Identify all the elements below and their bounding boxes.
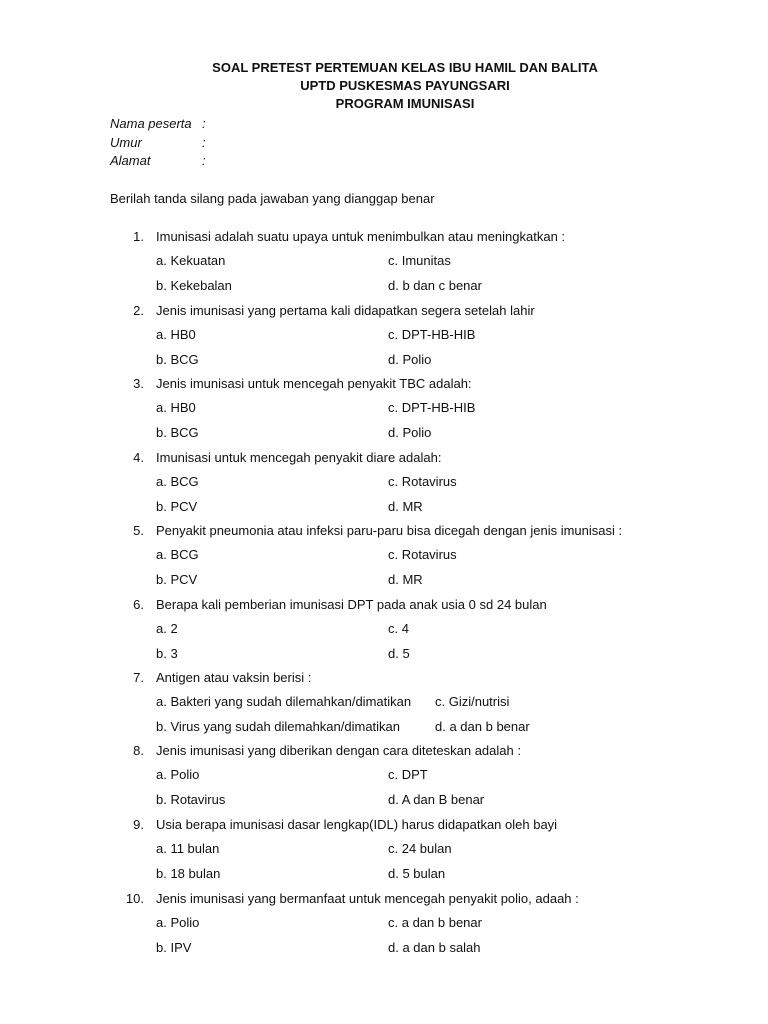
header-program: PROGRAM IMUNISASI (335, 96, 475, 111)
answer-option-b: b. 3 (156, 646, 178, 661)
answer-option-c: c. Imunitas (388, 253, 451, 268)
answer-option-a: a. Bakteri yang sudah dilemahkan/dimatikan (156, 694, 412, 709)
question-text: Usia berapa imunisasi dasar lengkap(IDL) harus didapatkan oleh bayi (156, 817, 558, 832)
question-number: 4. (133, 450, 144, 465)
question-number: 9. (133, 817, 144, 832)
answer-option-c: c. Gizi/nutrisi (435, 694, 510, 709)
field-colon: : (202, 116, 206, 131)
answer-option-d: d. a dan b benar (435, 719, 530, 734)
question-text: Imunisasi adalah suatu upaya untuk menimbulkan atau meningkatkan : (156, 229, 566, 244)
answer-option-d: d. a dan b salah (388, 940, 481, 955)
answer-option-b: b. BCG (156, 425, 199, 440)
answer-option-b: b. Virus yang sudah dilemahkan/dimatikan (156, 719, 401, 734)
answer-option-b: b. PCV (156, 499, 198, 514)
question-number: 5. (133, 523, 144, 538)
answer-option-a: a. Polio (156, 915, 200, 930)
question-text: Antigen atau vaksin berisi : (156, 670, 312, 685)
question-text: Jenis imunisasi untuk mencegah penyakit TBC adalah: (156, 376, 472, 391)
answer-option-d: d. Polio (388, 425, 432, 440)
question-text: Jenis imunisasi yang diberikan dengan cara diteteskan adalah : (156, 743, 521, 758)
answer-option-c: c. DPT (388, 767, 428, 782)
question-text: Imunisasi untuk mencegah penyakit diare adalah: (156, 450, 442, 465)
question-number: 10. (125, 891, 144, 906)
field-colon: : (202, 153, 206, 168)
answer-option-a: a. HB0 (156, 327, 196, 342)
answer-option-b: b. IPV (156, 940, 192, 955)
answer-option-a: a. BCG (156, 547, 199, 562)
answer-option-d: d. 5 (388, 646, 410, 661)
answer-option-a: a. Polio (156, 767, 200, 782)
answer-option-b: b. Rotavirus (156, 792, 226, 807)
question-text: Jenis imunisasi yang pertama kali didapatkan segera setelah lahir (156, 303, 535, 318)
answer-option-b: b. Kekebalan (156, 278, 232, 293)
answer-option-c: c. Rotavirus (388, 474, 457, 489)
answer-option-a: a. Kekuatan (156, 253, 226, 268)
answer-option-a: a. 11 bulan (156, 841, 220, 856)
answer-option-d: d. Polio (388, 352, 432, 367)
answer-option-b: b. 18 bulan (156, 866, 221, 881)
field-label: Nama peserta (110, 116, 192, 131)
field-nama-peserta (110, 115, 206, 133)
answer-option-c: c. DPT-HB-HIB (388, 327, 476, 342)
answer-option-c: c. Rotavirus (388, 547, 457, 562)
question-text: Berapa kali pemberian imunisasi DPT pada anak usia 0 sd 24 bulan (156, 597, 547, 612)
field-alamat (110, 152, 206, 170)
question-number: 6. (133, 597, 144, 612)
field-label: Alamat (110, 153, 151, 168)
answer-option-a: a. HB0 (156, 400, 196, 415)
question-number: 7. (133, 670, 144, 685)
answer-option-a: a. BCG (156, 474, 199, 489)
question-number: 1. (133, 229, 144, 244)
field-colon: : (202, 135, 206, 150)
answer-option-c: c. a dan b benar (388, 915, 482, 930)
answer-option-d: d. MR (388, 499, 423, 514)
answer-option-c: c. DPT-HB-HIB (388, 400, 476, 415)
answer-option-d: d. b dan c benar (388, 278, 482, 293)
answer-option-b: b. PCV (156, 572, 198, 587)
question-number: 2. (133, 303, 144, 318)
field-umur (110, 134, 206, 152)
field-label: Umur (110, 135, 142, 150)
question-number: 3. (133, 376, 144, 391)
answer-option-d: d. 5 bulan (388, 866, 446, 881)
answer-option-d: d. A dan B benar (388, 792, 485, 807)
answer-option-a: a. 2 (156, 621, 178, 636)
header-title: SOAL PRETEST PERTEMUAN KELAS IBU HAMIL DAN BALITA (212, 60, 598, 75)
instruction-text: Berilah tanda silang pada jawaban yang dianggap benar (110, 191, 435, 206)
answer-option-c: c. 4 (388, 621, 409, 636)
question-text: Jenis imunisasi yang bermanfaat untuk mencegah penyakit polio, adaah : (156, 891, 579, 906)
question-text: Penyakit pneumonia atau infeksi paru-paru bisa dicegah dengan jenis imunisasi : (156, 523, 623, 538)
answer-option-d: d. MR (388, 572, 423, 587)
header-subtitle: UPTD PUSKESMAS PAYUNGSARI (300, 78, 510, 93)
answer-option-b: b. BCG (156, 352, 199, 367)
answer-option-c: c. 24 bulan (388, 841, 452, 856)
question-number: 8. (133, 743, 144, 758)
